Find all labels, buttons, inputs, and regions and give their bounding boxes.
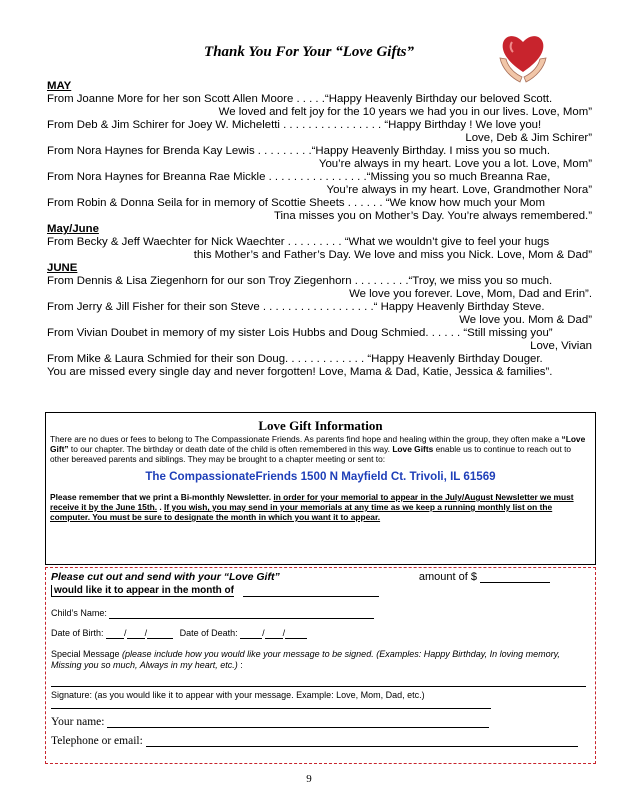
- month-input[interactable]: [243, 587, 379, 597]
- gift-line: You’re always in my heart. Love you a lot. Love, Mom”: [318, 158, 592, 170]
- notice-text: Please remember that we print a Bi-monthly Newsletter.: [50, 492, 274, 502]
- gift-line: You’re always in my heart. Love, Grandmother Nora”: [326, 184, 592, 196]
- amount-line[interactable]: [480, 573, 550, 583]
- gift-line: From Mike & Laura Schmied for their son Doug. . . . . . . . . . . . . “Happy Heavenly Birthday Douger.: [47, 353, 543, 365]
- gift-line: We love you forever. Love, Mom, Dad and Erin”.: [349, 288, 592, 300]
- gift-line: Love, Vivian: [530, 340, 592, 352]
- info-bold: “Love Gift”: [50, 434, 586, 454]
- dod-label: Date of Death:: [179, 628, 238, 638]
- newsletter-notice: [50, 492, 591, 522]
- love-gift-info-box: [45, 412, 596, 565]
- info-text: There are no dues or fees to belong to The Compassionate Friends. As parents find hope and healing within the group, they often make a: [50, 434, 562, 444]
- dod-year-input[interactable]: [285, 629, 307, 639]
- month-heading-june: JUNE: [47, 262, 78, 274]
- gift-line: From Dennis & Lisa Ziegenhorn for our son Troy Ziegenhorn . . . . . . . . .“Troy, we miss you so much.: [47, 275, 553, 287]
- special-text: :: [237, 660, 243, 670]
- gift-line: You are missed every single day and never forgotten! Love, Mama & Dad, Katie, Jessica & families”.: [47, 366, 553, 378]
- info-bold: Love Gifts: [392, 444, 434, 454]
- amount-label: amount of $: [418, 571, 477, 583]
- page-title: Thank You For Your “Love Gifts”: [204, 44, 414, 60]
- contact-input[interactable]: [146, 735, 578, 747]
- gift-line: From Robin & Donna Seila for in memory of Scottie Sheets . . . . . . “We know how much your Mom: [47, 197, 546, 209]
- special-italic: (please include how you would like your message to be signed. (Examples: Happy Birthday, In loving memory, Missing you so much, Always in my heart, etc.): [51, 649, 560, 670]
- child-name-input[interactable]: [109, 609, 374, 619]
- signature-label: Signature: (as you would like it to appear with your message. Example: Love, Mom, Dad, etc.): [51, 690, 425, 700]
- month-heading-may-june: May/June: [47, 223, 99, 235]
- info-paragraph: [50, 434, 591, 464]
- notice-underlined: If you wish, you may send in your memorials at any time as we keep a running monthly list on the computer. You must be sure to designate the month in which you want it to appear.: [50, 502, 553, 522]
- contact-label: Telephone or email:: [51, 735, 143, 747]
- gift-line: From Becky & Jeff Waechter for Nick Waechter . . . . . . . . . “What we wouldn’t give to feel your hugs: [47, 236, 550, 248]
- dob-label: Date of Birth:: [51, 628, 104, 638]
- love-gift-form: Please cut out and send with your “Love Gift” amount of $ would like it to appear in the month of Child’s Name: Date of Birth: / / Date of Death: / / Special Message (please include how you would like your message to be signed. (Examples: Happy Birthday, In loving memory, Missing you so much, Always in my heart, etc.) : Signature: (as you would like it to appear with your message. Example: Love, Mom, Dad, etc.) Your name: Telephone or email:: [45, 567, 596, 764]
- special-message-input[interactable]: [51, 671, 586, 687]
- gift-line: From Jerry & Jill Fisher for their son Steve . . . . . . . . . . . . . . . . . .“ Happy Heavenly Birthday Steve.: [47, 301, 545, 313]
- special-text: Special Message: [51, 649, 123, 659]
- special-message-label: [51, 641, 590, 671]
- gift-line: From Nora Haynes for Brenda Kay Lewis . . . . . . . . .“Happy Heavenly Birthday. I miss you so much.: [47, 145, 551, 157]
- love-gifts-list: [47, 80, 592, 379]
- your-name-label: Your name:: [51, 716, 105, 728]
- dob-day-input[interactable]: [127, 629, 145, 639]
- cut-out-label: Please cut out and send with your “Love Gift”: [51, 571, 280, 583]
- notice-underlined: in order for your memorial to appear in the July/August Newsletter we must receive it by the June 15th.: [50, 492, 574, 512]
- dob-year-input[interactable]: [147, 629, 173, 639]
- gift-line: From Joanne More for her son Scott Allen Moore . . . . .“Happy Heavenly Birthday our beloved Scott.: [47, 93, 553, 105]
- signature-input[interactable]: [51, 701, 491, 709]
- notice-text: .: [157, 502, 165, 512]
- page-number: 9: [306, 773, 312, 785]
- gift-line: From Nora Haynes for Breanna Rae Mickle . . . . . . . . . . . . . . . .“Missing you so much Breanna Rae,: [47, 171, 551, 183]
- gift-line: this Mother’s and Father’s Day. We love and miss you Nick. Love, Mom & Dad”: [193, 249, 592, 261]
- gift-line: Love, Deb & Jim Schirer”: [465, 132, 592, 144]
- child-name-label: Child’s Name:: [51, 608, 107, 618]
- gift-line: From Deb & Jim Schirer for Joey W. Micheletti . . . . . . . . . . . . . . . . “Happy Birthday ! We love you!: [47, 119, 542, 131]
- dod-day-input[interactable]: [265, 629, 283, 639]
- info-title: Love Gift Information: [258, 418, 383, 433]
- heart-in-hands-icon: [498, 28, 548, 84]
- info-text: enable us to continue to reach out to other bereaved parents and siblings. They may be brought to a chapter meeting or sent to:: [50, 444, 572, 464]
- amount-field[interactable]: [419, 572, 550, 583]
- dod-month-input[interactable]: [240, 629, 262, 639]
- gift-line: We love you. Mom & Dad”: [459, 314, 592, 326]
- month-heading-may: MAY: [47, 80, 72, 92]
- dob-month-input[interactable]: [106, 629, 124, 639]
- gift-line: We loved and felt joy for the 10 years we had you in our lives. Love, Mom”: [218, 106, 592, 118]
- mailing-address: The CompassionateFriends 1500 N Mayfield Ct. Trivoli, IL 61569: [145, 470, 496, 483]
- month-label: would like it to appear in the month of: [51, 585, 234, 597]
- info-text: to our chapter. The birthday or death date of the child is often remembered in this way.: [68, 444, 393, 454]
- gift-line: Tina misses you on Mother’s Day. You’re always remembered.”: [273, 210, 592, 222]
- your-name-input[interactable]: [107, 716, 489, 728]
- gift-line: From Vivian Doubet in memory of my sister Lois Hubbs and Doug Schmied. . . . . . “Still missing you”: [47, 327, 553, 339]
